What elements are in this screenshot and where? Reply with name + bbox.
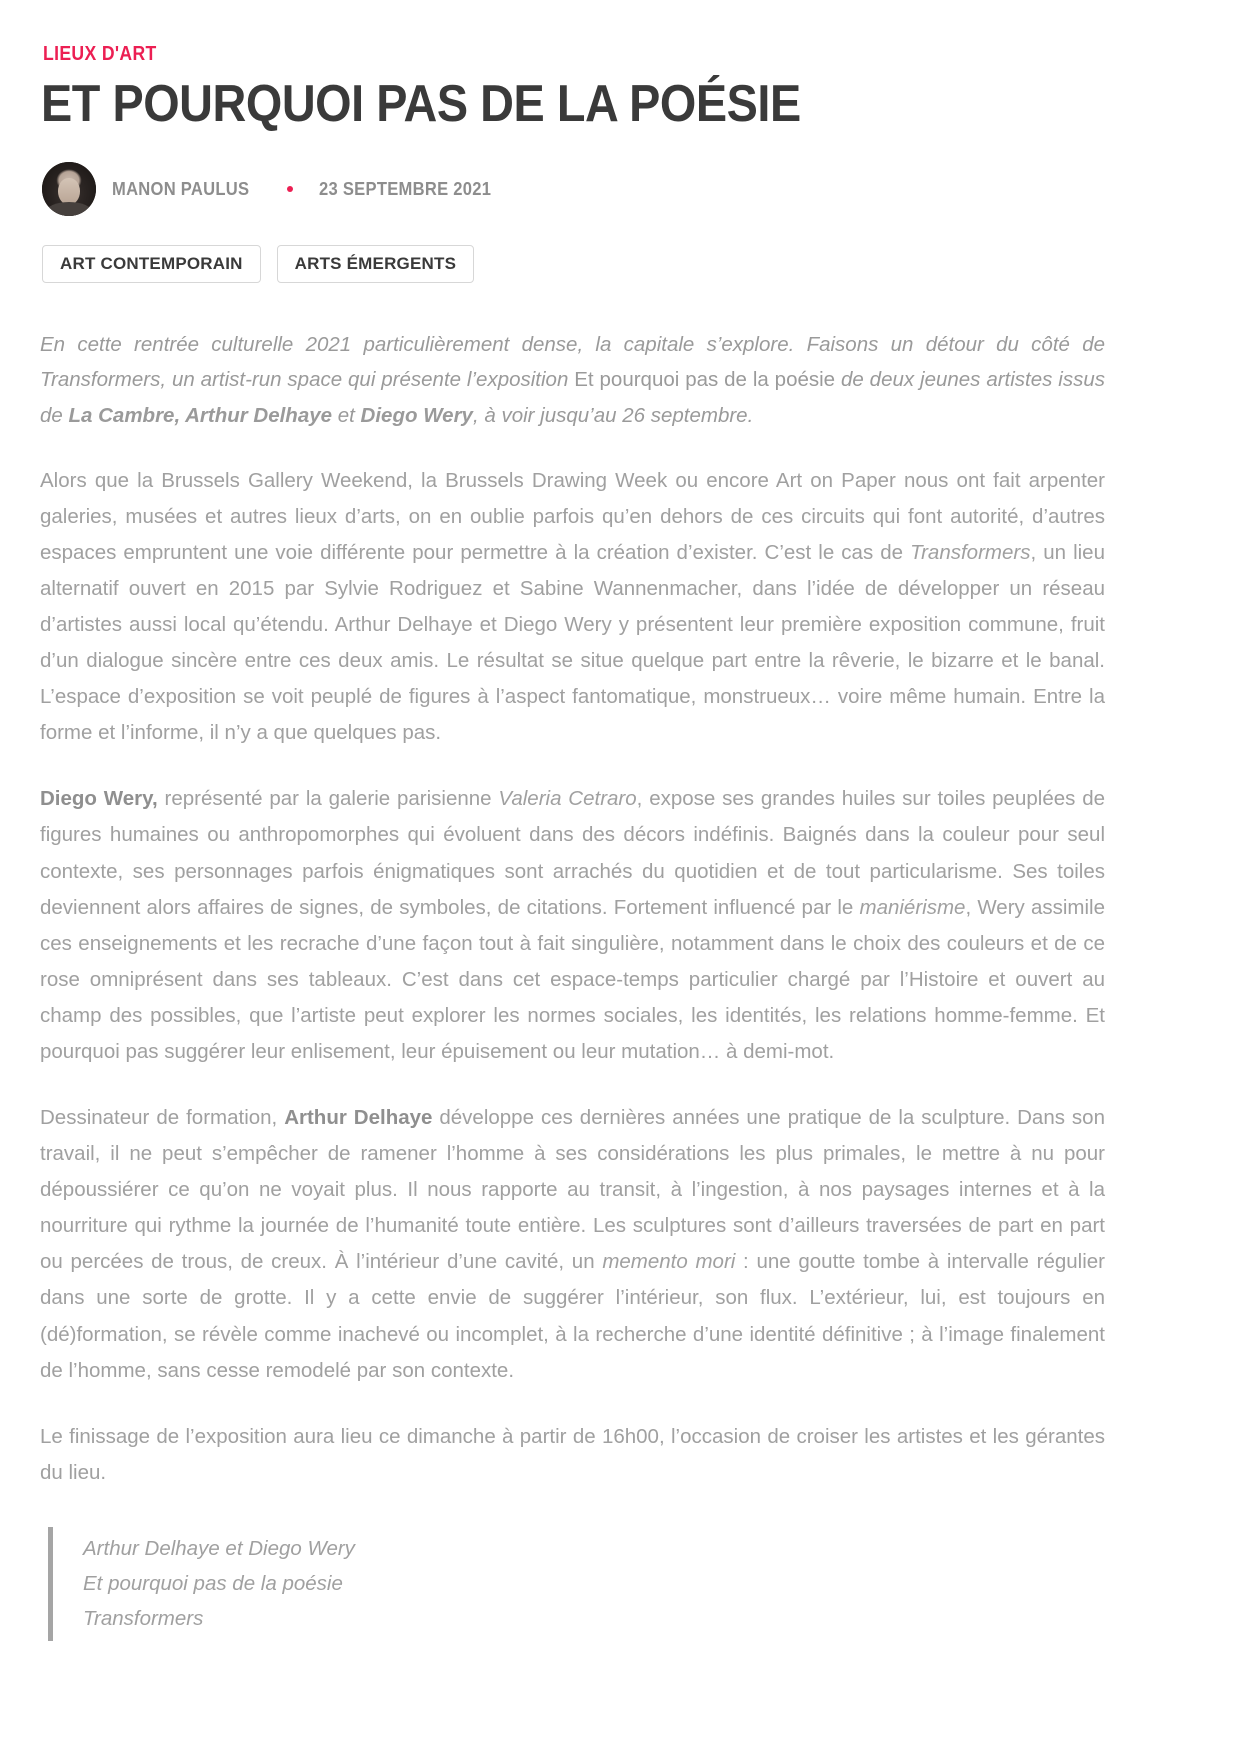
publish-date: 23 SEPTEMBRE 2021: [319, 178, 492, 199]
p2-artist-name: Diego Wery,: [40, 787, 158, 811]
lead-school-and-artist: La Cambre, Arthur Delhaye: [68, 403, 333, 427]
avatar: [42, 162, 96, 216]
credit-exhibition-title: Et pourquoi pas de la poésie: [83, 1572, 343, 1596]
category-kicker[interactable]: LIEUX D'ART: [43, 43, 157, 65]
lead-part-8: , à voir jusqu’au 26 septembre.: [472, 403, 754, 427]
exhibition-credit: [48, 1527, 1105, 1641]
tag-arts-emergents[interactable]: ARTS ÉMERGENTS: [277, 245, 474, 283]
lead-conjunction: et: [332, 403, 361, 427]
credit-artists: Arthur Delhaye et Diego Wery: [83, 1536, 355, 1560]
lead-part-1: En cette rentrée culturelle 2021 particulièrement dense, la capitale s’explore. Faisons un détour du côté de Transformers,: [40, 333, 1105, 392]
p2-gallery-name: Valeria Cetraro: [498, 787, 637, 811]
p2-term-manierisme: maniérisme: [859, 895, 966, 919]
page-title: ET POURQUOI PAS DE LA POÉSIE: [41, 75, 801, 133]
byline-text: [112, 179, 506, 200]
p3-text-2: développe ces dernières années une pratique de la sculpture. Dans son travail, il ne peut s’empêcher de ramener l’homme à ses considérations les plus primales, le mettre à nu pour dépoussiérer ce qu’on ne voyait plus. Il nous rapporte au transit, à l’ingestion, à nos paysages internes et à la nourriture qui rythme la journée de l’humanité toute entière. Les sculptures sont d’ailleurs traversées de part en part ou percées de trous, de creux. À l’intérieur d’une cavité, un: [40, 1106, 1105, 1274]
author-name[interactable]: MANON PAULUS: [112, 178, 250, 199]
p2-text-3: , Wery assimile ces enseignements et les recrache d’une façon tout à fait singulière, notamment dans le choix des couleurs et de ce rose omniprésent dans ses tableaux. C’est dans cet espace-temps particulier chargé par l’Histoire et ouvert au champ des possibles, que l’artiste peut explorer les normes sociales, les identités, les relations homme-femme. Et pourquoi pas suggérer leur enlisement, leur épuisement ou leur mutation… à demi-mot.: [40, 895, 1105, 1063]
p1-venue-name: Transformers: [910, 540, 1031, 564]
separator-dot-icon: [287, 186, 293, 192]
paragraph-4: Le finissage de l’exposition aura lieu ce dimanche à partir de 16h00, l’occasion de croiser les artistes et les gérantes du lieu.: [40, 1424, 1105, 1484]
p1-text-1: Alors que la Brussels Gallery Weekend, la Brussels Drawing Week ou encore Art on Paper nous ont fait arpenter galeries, musées et autres lieux d’arts, on en oublie parfois qu’en dehors de ces circuits qui font autorité, d’autres espaces empruntent une voie différente pour permettre à la création d’exister. C’est le cas de: [40, 468, 1105, 564]
article-body: [40, 327, 1105, 1641]
lead-part-2: un artist-run space qui présente l’exposition: [171, 368, 569, 392]
avatar-shoulders: [46, 202, 92, 216]
lead-part-4: de deux jeunes artistes issus de: [40, 368, 1105, 427]
paragraph-1: [40, 463, 1105, 752]
p2-text-2: , expose ses grandes huiles sur toiles peuplées de figures humaines ou anthropomorphes qui évoluent dans des décors indéfinis. Baignés dans la couleur pour seul contexte, ses personnages parfois énigmatiques sont arrachés du quotidien et de tout particularisme. Ses toiles deviennent alors affaires de signes, de symboles, de citations. Fortement influencé par le: [40, 787, 1106, 919]
lead-paragraph: [40, 327, 1105, 433]
lead-artist-2: Diego Wery: [360, 403, 473, 427]
p3-term-memento-mori: memento mori: [602, 1250, 736, 1274]
paragraph-3: [40, 1100, 1105, 1389]
p3-text-3: : une goutte tombe à intervalle régulier dans une sorte de grotte. Il y a cette envie de suggérer l’intérieur, son flux. L’extérieur, lui, est toujours en (dé)formation, se révèle comme inachevé ou incomplet, à la recherche d’une identité définitive ; à l’image finalement de l’homme, sans cesse remodelé par son contexte.: [40, 1250, 1105, 1382]
tag-list: [42, 245, 1201, 283]
lead-exhibition-title: Et pourquoi pas de la poésie: [568, 368, 841, 392]
paragraph-2: [40, 781, 1105, 1070]
credit-venue: Transformers: [83, 1607, 204, 1631]
p1-text-2: , un lieu alternatif ouvert en 2015 par Sylvie Rodriguez et Sabine Wannenmacher, dans l’idée de développer un réseau d’artistes aussi local qu’étendu. Arthur Delhaye et Diego Wery y présentent leur première exposition commune, fruit d’un dialogue sincère entre ces deux amis. Le résultat se situe quelque part entre la rêverie, le bizarre et le banal. L’espace d’exposition se voit peuplé de figures à l’aspect fantomatique, monstrueux… voire même humain. Entre la forme et l’informe, il n’y a que quelques pas.: [40, 540, 1105, 745]
tag-art-contemporain[interactable]: ART CONTEMPORAIN: [42, 245, 261, 283]
p3-text-1: Dessinateur de formation,: [40, 1106, 285, 1130]
p3-artist-name: Arthur Delhaye: [284, 1106, 433, 1130]
byline: [42, 159, 1201, 219]
p2-text-1: représenté par la galerie parisienne: [157, 787, 499, 811]
